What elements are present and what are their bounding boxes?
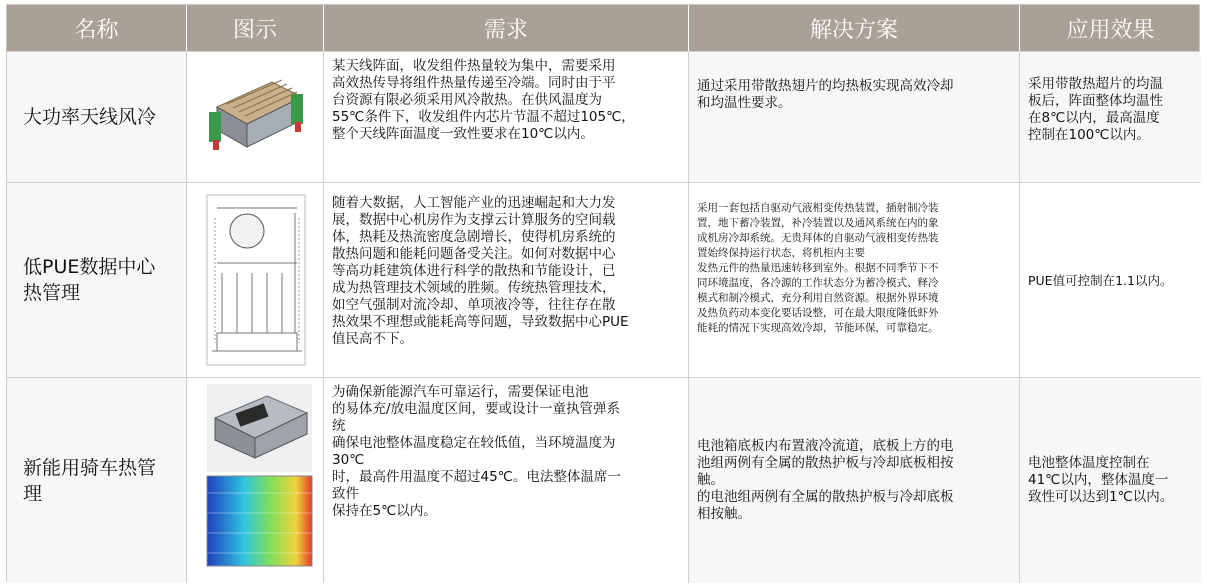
row-name: 低PUE数据中心 热管理: [7, 183, 187, 377]
table-row: [7, 182, 1199, 377]
row-effect: 电池整体温度控制在 41℃以内，整体温度一 致性可以达到1℃以内。: [1020, 378, 1201, 583]
header-solution: 解决方案: [689, 5, 1020, 51]
antenna-module-illustration: [187, 52, 324, 182]
data-center-schematic: [187, 183, 324, 377]
table-header: [7, 5, 1199, 51]
row-effect: 采用带散热超片的均温 板后，阵面整体均温性 在8℃以内，最高温度 控制在100℃以内。: [1020, 52, 1201, 182]
row-name: 新能用骑车热管 理: [7, 378, 187, 583]
header-name: 名称: [7, 5, 187, 51]
row-solution: 采用一套包括自驱动气液相变传热装置，插射制冷装 置，地下蓄冷装置，补冷装置以及通风系统在内的象 成机房冷却系统。无贵拜体的自驱动气液相变传热装 置始终保持运行状态，将机柜内主要 发热元件的热量迅速转移到室外。根据不同季节下不 同环境温度，各冷源的工作状态分为蓄冷模式、释冷 模式和制冷模式，充分利用自然资源。根据外界环境 及热负药动本变化要话设整，可在最大限度隆低虾外 能耗的情况下实现高效冷却，节能环保，可靠稳定。: [689, 183, 1020, 377]
battery-pack-illustration: [187, 378, 324, 583]
header-image: 图示: [187, 5, 324, 51]
table-row: [7, 377, 1199, 583]
row-effect: PUE值可控制在1.1以内。: [1020, 183, 1201, 377]
table-row: [7, 51, 1199, 182]
header-effect: 应用效果: [1066, 17, 1155, 43]
row-solution: 电池箱底板内布置液冷流道，底板上方的电 池组两例有全属的散热护板与冷却底板相按 触。 的电池组两例有全属的散热护板与冷却底板 相按触。: [689, 378, 1020, 583]
header-demand: 需求: [324, 5, 689, 51]
row-image: [187, 378, 324, 583]
row-image: [187, 52, 324, 182]
row-demand: 为确保新能源汽车可靠运行，需要保证电池 的易体充/放电温度区间，要或设计一童执管弹系 统 确保电池整体温度稳定在较低值，当环境温度为 30℃ 时，最高件用温度不超过45℃。电法整体温席一 致件 保持在5℃以内。: [324, 378, 689, 583]
comparison-table: [6, 4, 1200, 582]
row-demand: 某天线阵面，收发组件热量较为集中，需要采用 高效热传导将组件热量传递至冷端。同时由于平 台资源有限必须采用风冷散热。在供风温度为 55℃条件下，收发组件内芯片节温不超过105℃， 整个天线阵面温度一致性要求在10℃以内。: [324, 52, 689, 182]
row-name: 大功率天线风冷: [7, 52, 187, 182]
row-demand: 随着大数据，人工智能产业的迅速崛起和大力发 展，数据中心机房作为支撑云计算服务的空间载 体，热耗及热流密度急剧增长，使得机房系统的 散热问题和能耗问题备受关注。如何对数据中心 等高功耗建筑体进行科学的散热和节能设计，已 成为热管理技术领域的胜频。传统热管理技术， 如空气强制对流冷却、单项液冷等，往往存在散 热效果不理想或能耗高等问题，导致数据中心PUE 值民高不下。: [324, 183, 689, 377]
row-image: [187, 183, 324, 377]
row-solution: 通过采用带散热翅片的均热板实现高效冷却 和均温性要求。: [689, 52, 1020, 182]
